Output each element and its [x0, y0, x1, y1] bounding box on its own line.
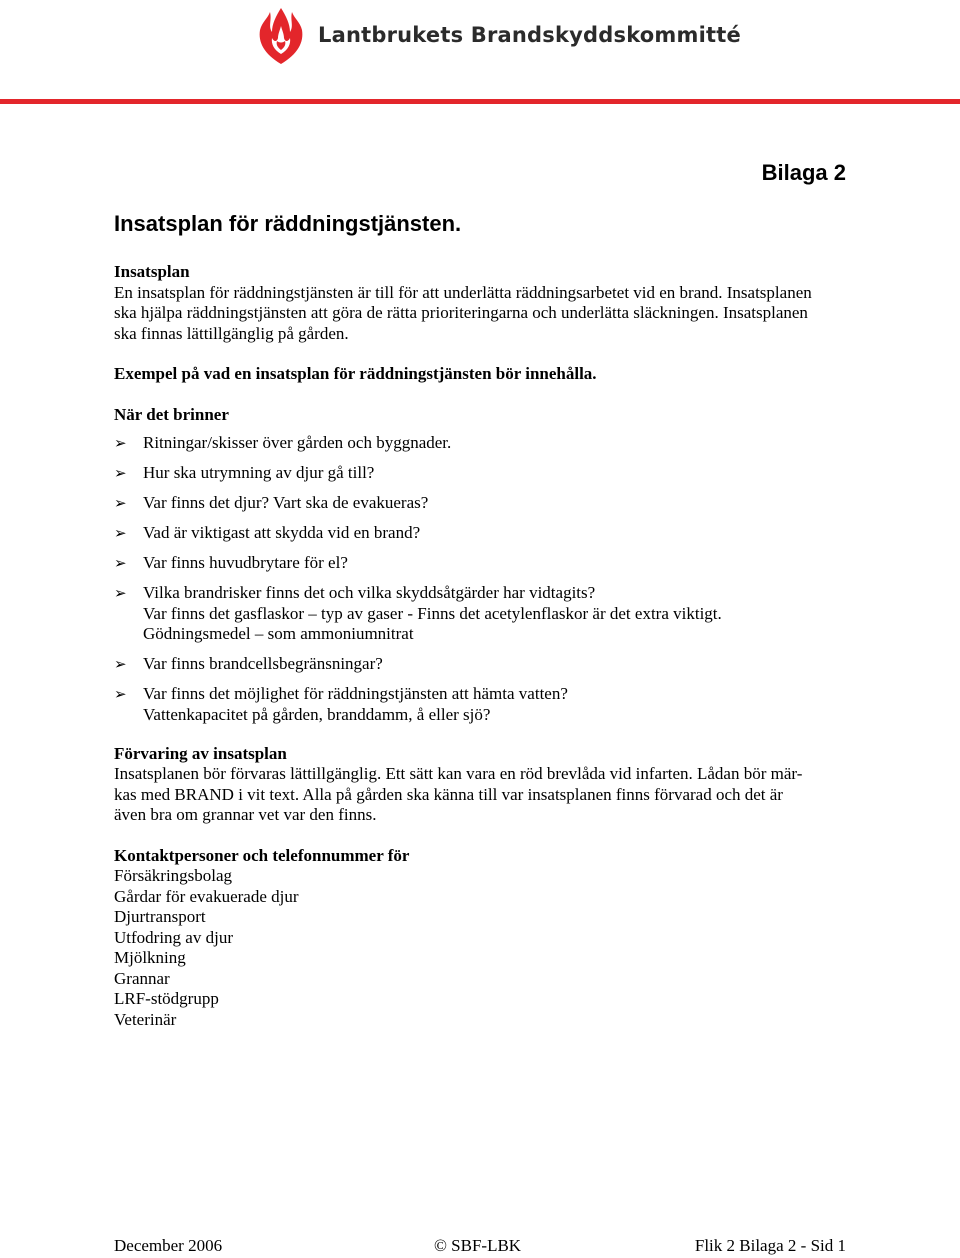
list-item [114, 463, 854, 484]
footer-date: December 2006 [114, 1236, 223, 1255]
org-name: Lantbrukets Brandskyddskommitté [318, 23, 741, 47]
org-logo [250, 4, 741, 66]
contact-item: Mjölkning [114, 948, 186, 967]
footer-page-number: Flik 2 Bilaga 2 - Sid 1 [694, 1236, 846, 1255]
paragraph-line: även bra om grannar vet var den finns. [114, 805, 377, 824]
section-heading-kontakt: Kontaktpersoner och telefonnummer för [114, 845, 410, 865]
list-item-text: Var finns det gasflaskor – typ av gaser - Finns det acetylenflaskor är det extra viktigt. [143, 603, 722, 623]
list-item [114, 553, 854, 574]
arrow-bullet-icon: ➢ [114, 584, 127, 602]
contact-item: Veterinär [114, 1009, 177, 1029]
arrow-bullet-icon: ➢ [114, 464, 127, 482]
section-heading-exempel: Exempel på vad en insatsplan för räddningstjänsten bör innehålla. [114, 364, 597, 383]
contact-item: Grannar [114, 968, 170, 988]
fire-checklist [114, 433, 854, 725]
paragraph-line: ska hjälpa räddningstjänsten att göra de rätta prioriteringarna och underlätta släckningen. Insatsplanen [114, 303, 808, 322]
document-title: Insatsplan för räddningstjänsten. [114, 211, 462, 236]
contact-item: Utfodring av djur [114, 927, 233, 947]
list-item [114, 684, 854, 725]
contact-item: Gårdar för evakuerade djur [114, 886, 299, 906]
list-item-text: Vilka brandrisker finns det och vilka skyddsåtgärder har vidtagits? [143, 583, 596, 602]
paragraph-line: En insatsplan för räddningstjänsten är till för att underlätta räddningsarbetet vid en brand. Insatsplanen [114, 282, 812, 302]
section-heading-insatsplan: Insatsplan [114, 262, 190, 281]
list-item [114, 433, 854, 454]
arrow-bullet-icon: ➢ [114, 685, 127, 703]
appendix-label: Bilaga 2 [761, 160, 846, 185]
list-item [114, 583, 854, 645]
paragraph-line: kas med BRAND i vit text. Alla på gården ska känna till var insatsplanen finns förvarad och det är [114, 784, 783, 804]
section-heading-forvaring: Förvaring av insatsplan [114, 743, 287, 763]
contact-item: Djurtransport [114, 907, 206, 926]
list-item-text: Var finns det möjlighet för räddningstjänsten att hämta vatten? [143, 684, 568, 703]
page-header [0, 0, 960, 104]
section-heading-nar-det-brinner: När det brinner [114, 404, 229, 424]
arrow-bullet-icon: ➢ [114, 434, 127, 452]
contact-item: Försäkringsbolag [114, 866, 233, 885]
document-body [114, 262, 854, 1030]
arrow-bullet-icon: ➢ [114, 655, 127, 673]
header-divider [0, 99, 960, 104]
list-item-text: Vattenkapacitet på gården, branddamm, å eller sjö? [143, 704, 491, 724]
list-item [114, 523, 854, 544]
arrow-bullet-icon: ➢ [114, 494, 127, 512]
arrow-bullet-icon: ➢ [114, 524, 127, 542]
list-item-text: Gödningsmedel – som ammoniumnitrat [143, 624, 414, 643]
paragraph-line: ska finnas lättillgänglig på gården. [114, 323, 349, 343]
arrow-bullet-icon: ➢ [114, 554, 127, 572]
list-item [114, 654, 854, 675]
list-item-text: Var finns huvudbrytare för el? [143, 553, 348, 572]
list-item-text: Var finns det djur? Vart ska de evakueras? [143, 493, 429, 512]
paragraph-line: Insatsplanen bör förvaras lättillgänglig. Ett sätt kan vara en röd brevlåda vid infarten. Lådan bör mär- [114, 764, 803, 783]
list-item [114, 493, 854, 514]
list-item-text: Vad är viktigast att skydda vid en brand? [143, 523, 421, 542]
footer-copyright: © SBF-LBK [434, 1236, 522, 1255]
list-item-text: Hur ska utrymning av djur gå till? [143, 463, 375, 482]
contact-item: LRF-stödgrupp [114, 989, 219, 1008]
list-item-text: Var finns brandcellsbegränsningar? [143, 654, 383, 673]
list-item-text: Ritningar/skisser över gården och byggnader. [143, 433, 452, 452]
flame-shield-icon [250, 4, 312, 66]
